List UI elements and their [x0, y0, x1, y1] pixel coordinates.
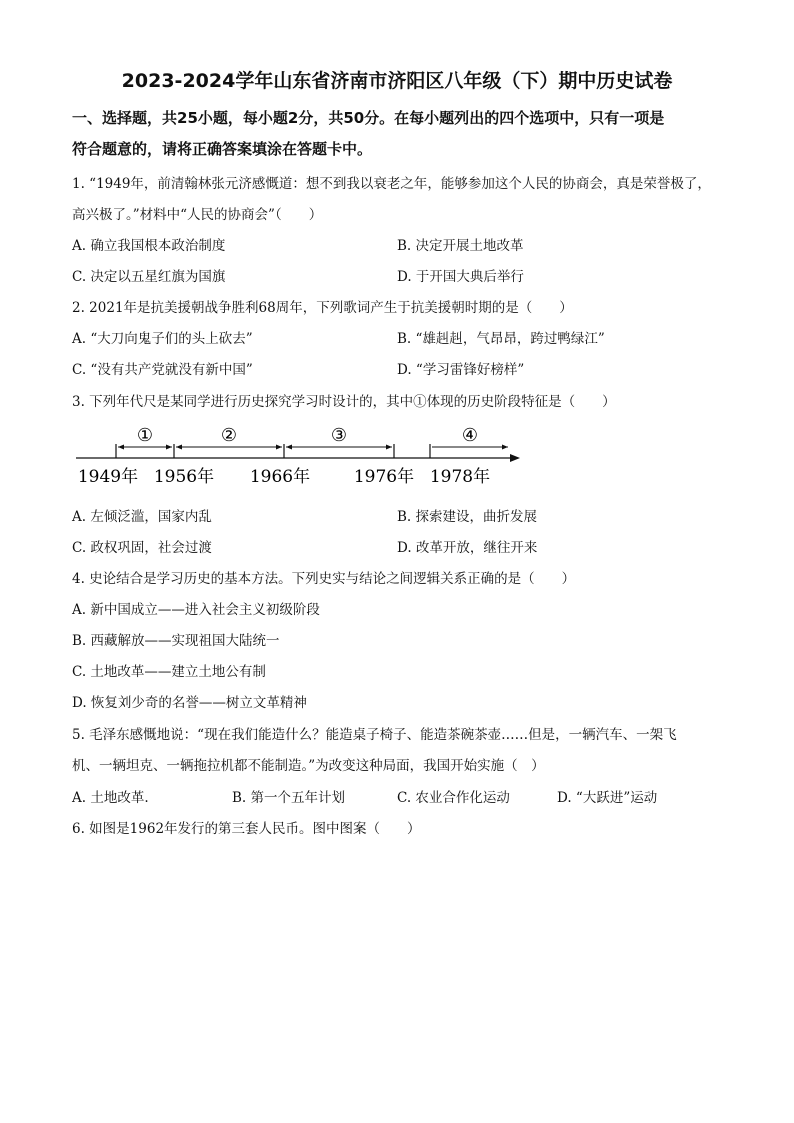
q4-option-a: A. 新中国成立——进入社会主义初级阶段 — [72, 602, 320, 618]
year-label-1978: 1978年 — [429, 467, 491, 487]
year-label-1956: 1956年 — [153, 467, 215, 487]
q1-stem-line2: 高兴极了。”材料中“人民的协商会”（ ） — [72, 207, 323, 223]
q4-option-b: B. 西藏解放——实现祖国大陆统一 — [72, 633, 280, 649]
q5-option-c: C. 农业合作化运动 — [397, 790, 510, 806]
timeline-arrowhead — [510, 454, 520, 462]
q3-option-b: B. 探索建设，曲折发展 — [397, 509, 538, 525]
q4-stem: 4. 史论结合是学习历史的基本方法。下列史实与结论之间逻辑关系正确的是（ ） — [72, 571, 576, 587]
q2-option-d: D. “学习雷锋好榜样” — [397, 362, 525, 378]
q5-option-a: A. 土地改革. — [72, 790, 149, 806]
q1-option-d: D. 于开国大典后举行 — [397, 269, 524, 285]
q3-option-d: D. 改革开放，继往开来 — [397, 540, 538, 556]
q6-stem: 6. 如图是1962年发行的第三套人民币。图中图案（ ） — [72, 821, 421, 837]
year-label-1966: 1966年 — [249, 467, 311, 487]
q5-stem-line2: 机、一辆坦克、一辆拖拉机都不能制造。”为改变这种局面，我国开始实施（ ） — [72, 758, 545, 774]
segment-4-label: ④ — [461, 425, 479, 446]
q4-option-d: D. 恢复刘少奇的名誉——树立文革精神 — [72, 695, 307, 711]
year-label-1976: 1976年 — [353, 467, 415, 487]
segment-1-label: ① — [136, 425, 154, 446]
year-label-1949: 1949年 — [77, 467, 139, 487]
segment-2-label: ② — [220, 425, 238, 446]
q5-stem-line1: 5. 毛泽东感慨地说：“现在我们能造什么？能造桌子椅子、能造茶碗茶壶……但是，一辆汽车、一架飞 — [72, 727, 677, 743]
q3-option-a: A. 左倾泛滥，国家内乱 — [72, 509, 212, 525]
page-title: 2023-2024学年山东省济南市济阳区八年级（下）期中历史试卷 — [121, 70, 673, 92]
q5-option-d: D. “大跃进”运动 — [557, 790, 658, 806]
q1-option-a: A. 确立我国根本政治制度 — [72, 238, 226, 254]
section-instruction-line1: 一、选择题，共25小题，每小题2分，共50分。在每小题列出的四个选项中，只有一项是 — [72, 109, 665, 127]
q1-option-b: B. 决定开展土地改革 — [397, 238, 524, 254]
q4-option-c: C. 土地改革——建立土地公有制 — [72, 664, 266, 680]
segment-3-label: ③ — [330, 425, 348, 446]
q2-stem: 2. 2021年是抗美援朝战争胜利68周年，下列歌词产生于抗美援朝时期的是（ ） — [72, 300, 573, 316]
q3-stem: 3. 下列年代尺是某同学进行历史探究学习时设计的，其中①体现的历史阶段特征是（ ） — [72, 394, 616, 410]
q3-option-c: C. 政权巩固，社会过渡 — [72, 540, 212, 556]
section-instruction-line2: 符合题意的，请将正确答案填涂在答题卡中。 — [72, 140, 373, 158]
q2-option-a: A. “大刀向鬼子们的头上砍去” — [72, 331, 253, 347]
q2-option-c: C. “没有共产党就没有新中国” — [72, 362, 253, 378]
q1-stem-line1: 1. “1949年，前清翰林张元济感慨道：想不到我以衰老之年，能够参加这个人民的协商会，真是荣誉极了， — [72, 176, 711, 192]
q1-option-c: C. 决定以五星红旗为国旗 — [72, 269, 226, 285]
q5-option-b: B. 第一个五年计划 — [232, 790, 346, 806]
q3-timeline — [74, 420, 524, 490]
q2-option-b: B. “雄赳赳，气昂昂，跨过鸭绿江” — [397, 331, 605, 347]
